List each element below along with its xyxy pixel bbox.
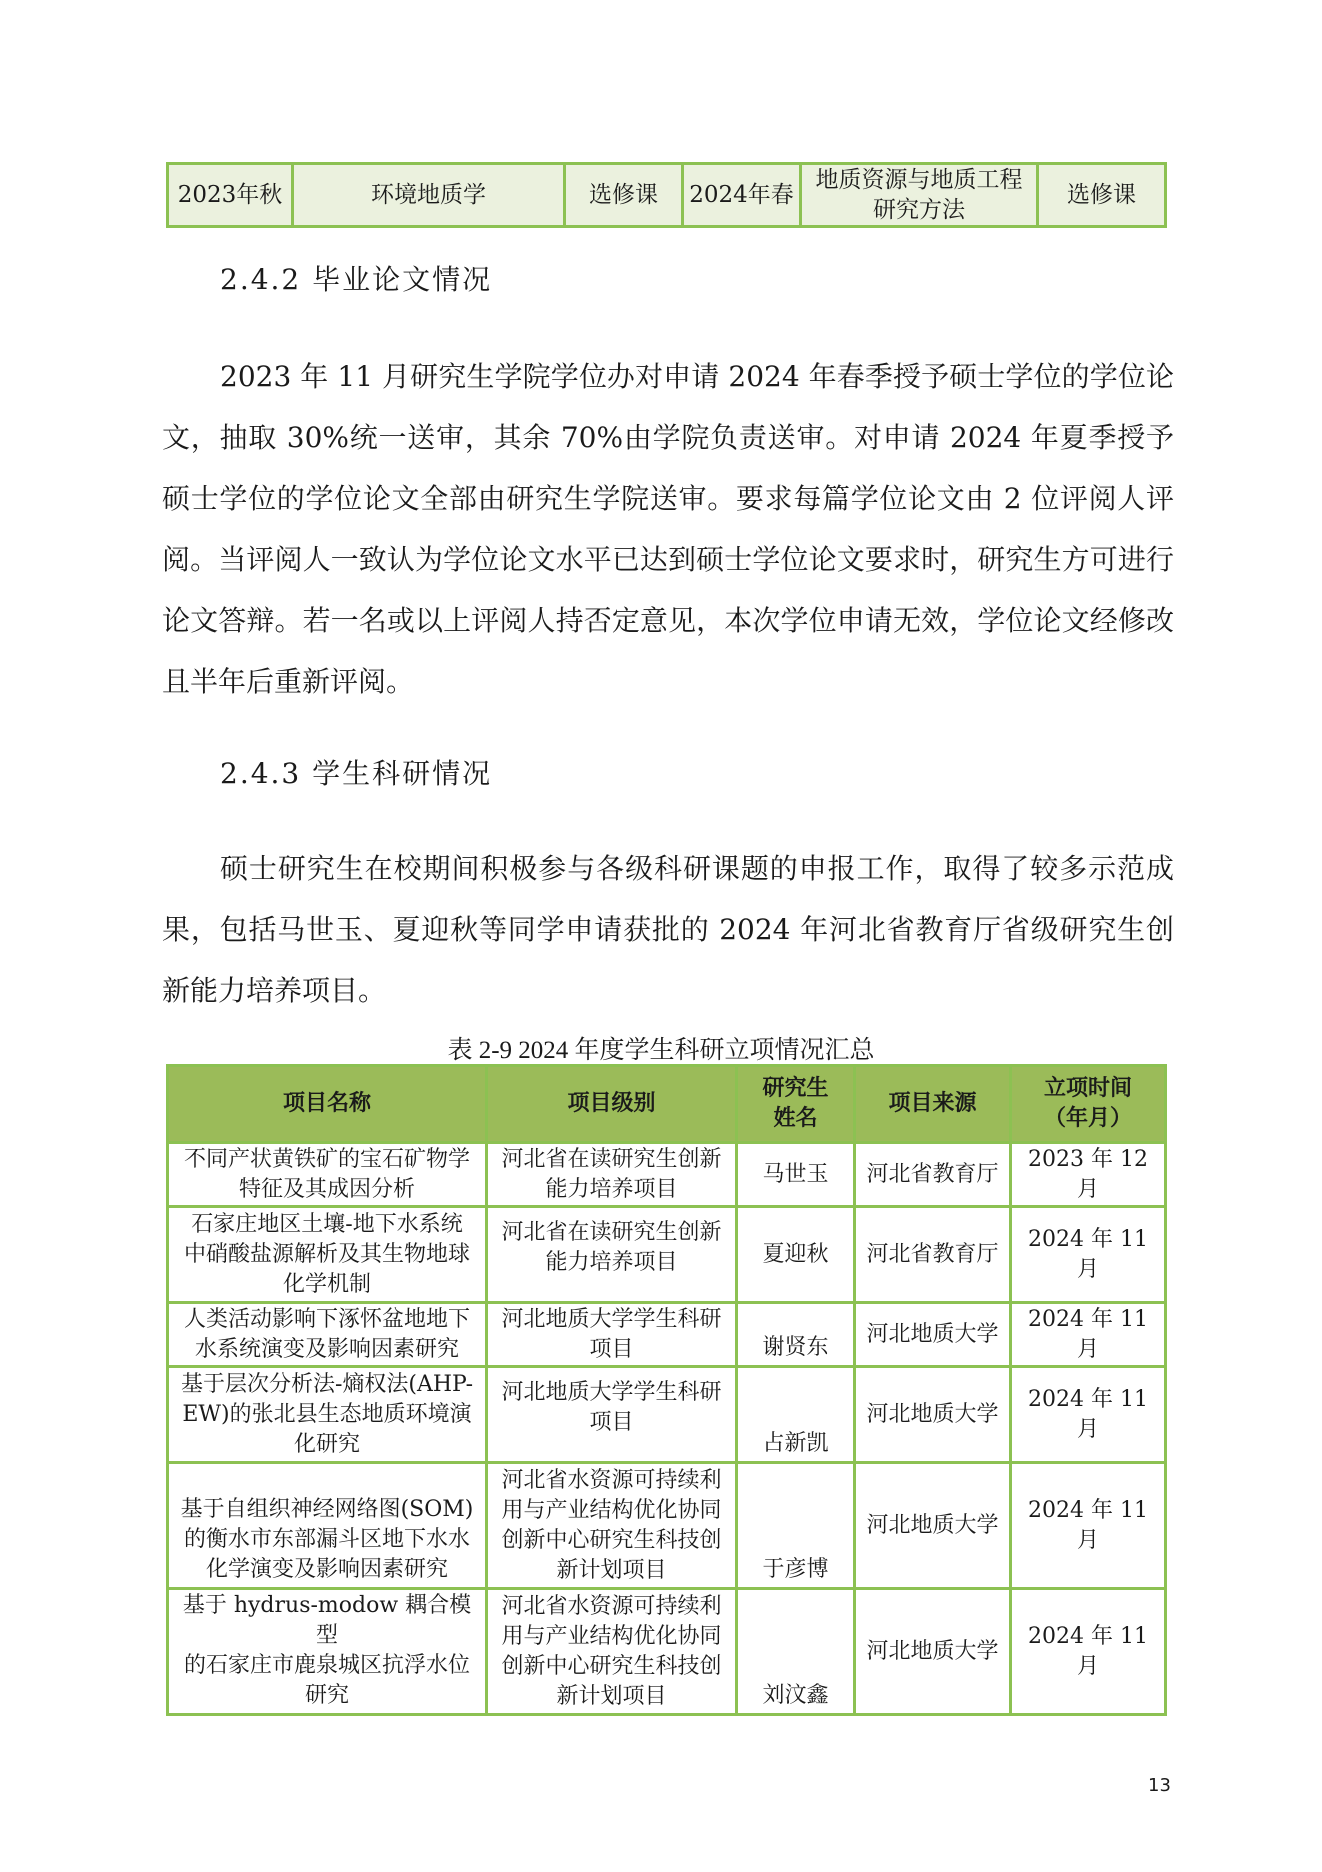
header-project-time: 立项时间 （年月）: [1011, 1066, 1166, 1143]
project-level-cell: 河北省水资源可持续利 用与产业结构优化协同 创新中心研究生科技创 新计划项目: [487, 1589, 737, 1715]
student-name-cell: 谢贤东: [737, 1303, 855, 1367]
project-time-cell: 2023 年 12 月: [1011, 1143, 1166, 1207]
course-type-cell: 选修课: [565, 164, 683, 227]
project-source-cell: 河北地质大学: [855, 1303, 1011, 1367]
table-row: [168, 1303, 1166, 1367]
thesis-paragraph: 2023 年 11 月研究生学院学位办对申请 2024 年春季授予硕士学位的学位论文，抽取 30%统一送审，其余 70%由学院负责送审。对申请 2024 年夏季授予硕士学位的学位论文全部由研究生学院送审。要求每篇学位论文由 2 位评阅人评阅。当评阅人一致认为学位论文水平已达到硕士学位论文要求时，研究生方可进行论文答辩。若一名或以上评阅人持否定意见，本次学位申请无效，学位论文经修改且半年后重新评阅。: [162, 360, 1174, 698]
project-time-cell: 2024 年 11 月: [1011, 1303, 1166, 1367]
table-caption: 表 2-9 2024 年度学生科研立项情况汇总: [447, 1037, 875, 1064]
project-source-cell: 河北地质大学: [855, 1463, 1011, 1589]
course-type-cell: 选修课: [1038, 164, 1166, 227]
table-row: [168, 1463, 1166, 1589]
student-name-cell: 刘汶鑫: [737, 1589, 855, 1715]
project-source-cell: 河北地质大学: [855, 1367, 1011, 1463]
table-row: [168, 1143, 1166, 1207]
project-time-cell: 2024 年 11 月: [1011, 1367, 1166, 1463]
project-level-cell: 河北省水资源可持续利 用与产业结构优化协同 创新中心研究生科技创 新计划项目: [487, 1463, 737, 1589]
course-cell: 环境地质学: [293, 164, 565, 227]
course-table: [166, 162, 1167, 228]
project-name-cell: 人类活动影响下涿怀盆地地下 水系统演变及影响因素研究: [168, 1303, 487, 1367]
page-number: 13: [1148, 1775, 1171, 1796]
section-heading-research: 2.4.3 学生科研情况: [220, 757, 493, 790]
project-table: [166, 1064, 1167, 1716]
header-student-name: 研究生 姓名: [737, 1066, 855, 1143]
student-name-cell: 占新凯: [737, 1367, 855, 1463]
project-level-cell: 河北省在读研究生创新 能力培养项目: [487, 1207, 737, 1303]
project-source-cell: 河北省教育厅: [855, 1143, 1011, 1207]
research-paragraph: 硕士研究生在校期间积极参与各级科研课题的申报工作，取得了较多示范成果，包括马世玉、夏迎秋等同学申请获批的 2024 年河北省教育厅省级研究生创新能力培养项目。: [162, 852, 1174, 1007]
project-name-cell: 不同产状黄铁矿的宝石矿物学 特征及其成因分析: [168, 1143, 487, 1207]
section-heading-thesis: 2.4.2 毕业论文情况: [220, 263, 493, 296]
project-level-cell: 河北地质大学学生科研 项目: [487, 1303, 737, 1367]
student-name-cell: 夏迎秋: [737, 1207, 855, 1303]
project-name-cell: 基于自组织神经网络图(SOM) 的衡水市东部漏斗区地下水水 化学演变及影响因素研究: [168, 1463, 487, 1589]
project-name-cell: 石家庄地区土壤-地下水系统 中硝酸盐源解析及其生物地球 化学机制: [168, 1207, 487, 1303]
semester-cell: 2024年春: [683, 164, 801, 227]
project-level-cell: 河北省在读研究生创新 能力培养项目: [487, 1143, 737, 1207]
project-source-cell: 河北地质大学: [855, 1589, 1011, 1715]
project-level-cell: 河北地质大学学生科研 项目: [487, 1367, 737, 1463]
header-project-name: 项目名称: [168, 1066, 487, 1143]
project-time-cell: 2024 年 11 月: [1011, 1589, 1166, 1715]
project-time-cell: 2024 年 11 月: [1011, 1463, 1166, 1589]
table-row: [168, 164, 1166, 227]
header-project-level: 项目级别: [487, 1066, 737, 1143]
project-source-cell: 河北省教育厅: [855, 1207, 1011, 1303]
project-name-cell: 基于 hydrus-modow 耦合模型 的石家庄市鹿泉城区抗浮水位 研究: [168, 1589, 487, 1715]
table-header-row: [168, 1066, 1166, 1143]
project-name-cell: 基于层次分析法-熵权法(AHP- EW)的张北县生态地质环境演 化研究: [168, 1367, 487, 1463]
student-name-cell: 于彦博: [737, 1463, 855, 1589]
project-time-cell: 2024 年 11 月: [1011, 1207, 1166, 1303]
table-row: [168, 1207, 1166, 1303]
table-row: [168, 1367, 1166, 1463]
course-cell: 地质资源与地质工程 研究方法: [801, 164, 1038, 227]
table-row: [168, 1589, 1166, 1715]
student-name-cell: 马世玉: [737, 1143, 855, 1207]
semester-cell: 2023年秋: [168, 164, 293, 227]
header-project-source: 项目来源: [855, 1066, 1011, 1143]
